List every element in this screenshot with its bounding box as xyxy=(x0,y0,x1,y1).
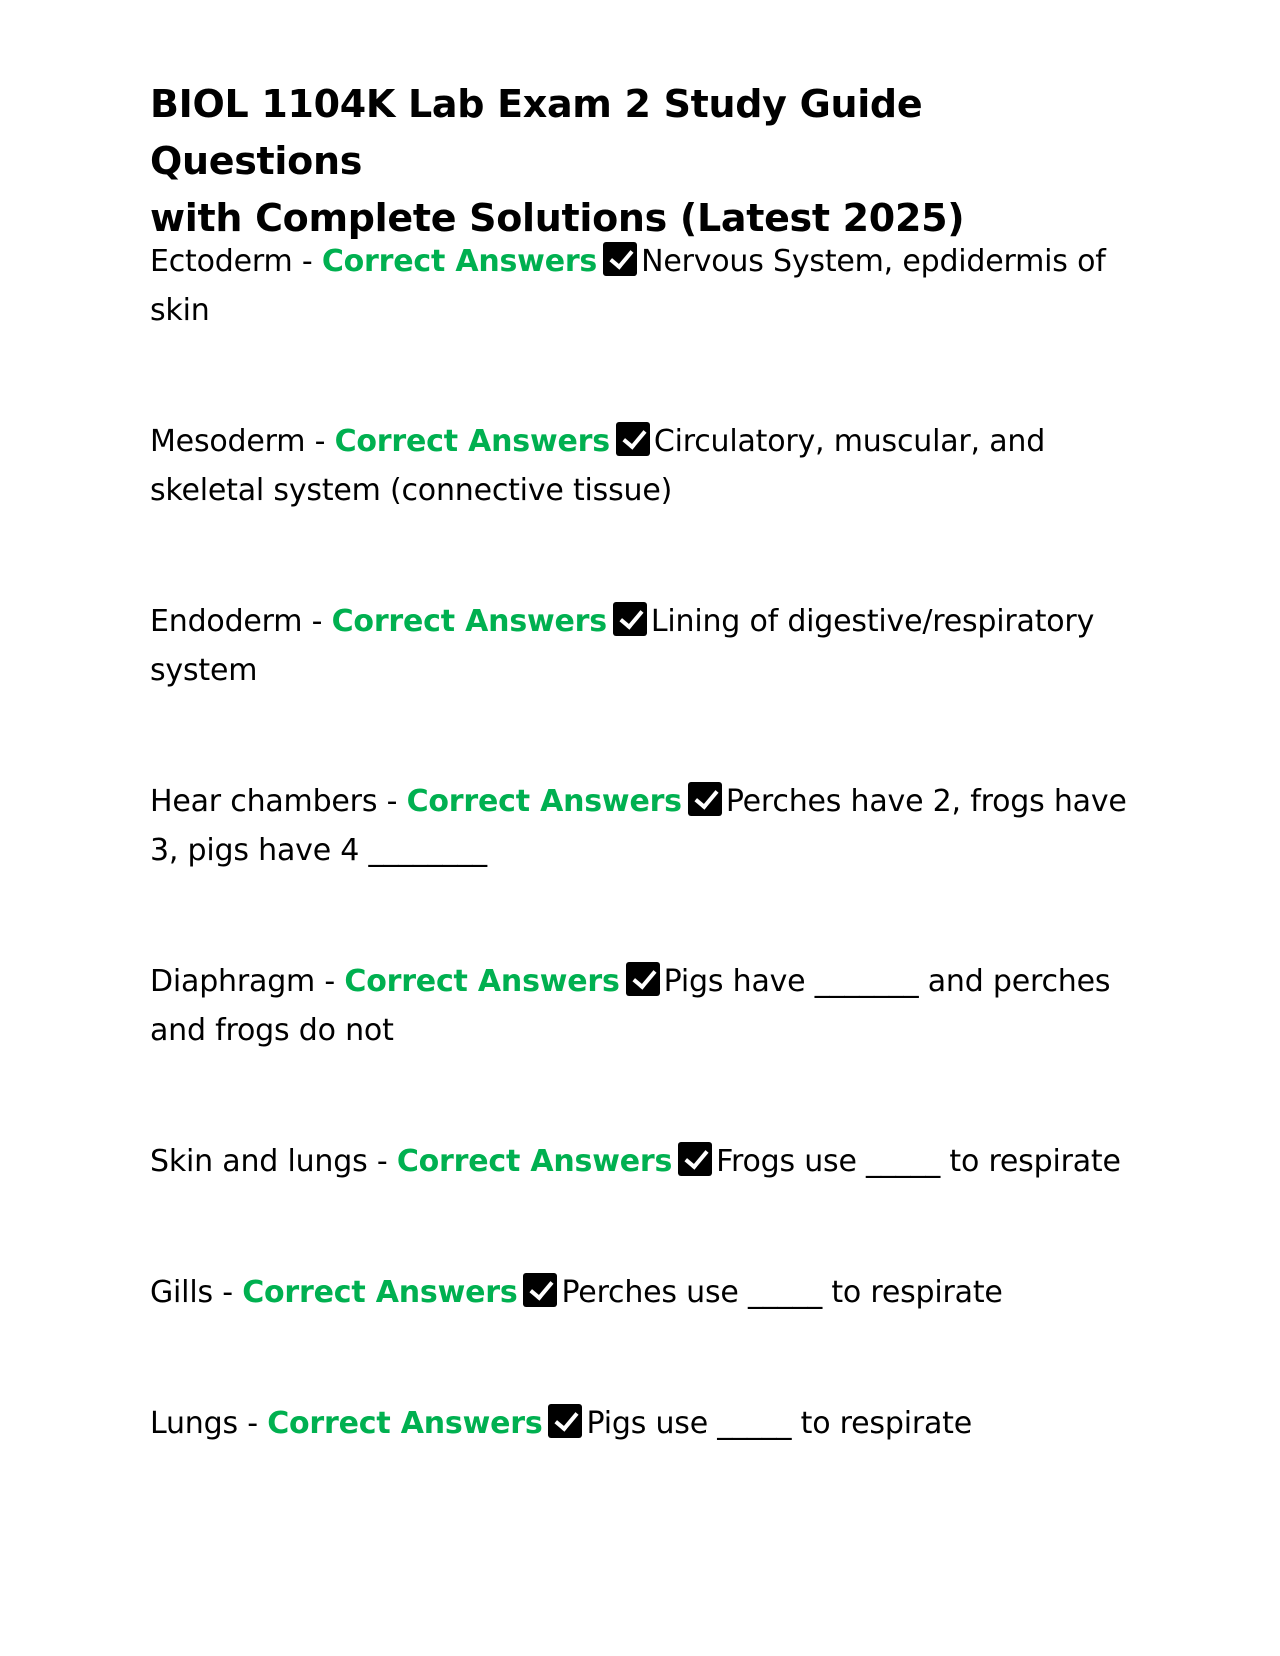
correct-answers-label: Correct Answers xyxy=(334,424,610,459)
entry-separator: - xyxy=(377,784,407,819)
entry-separator: - xyxy=(292,244,322,279)
entry-answer: Frogs use _____ to respirate xyxy=(716,1144,1121,1179)
entry-term: Hear chambers xyxy=(150,784,378,819)
entry-separator: - xyxy=(237,1406,268,1441)
entry-separator: - xyxy=(212,1275,243,1310)
qa-entry-diaphragm xyxy=(150,957,1140,1055)
entry-answer: Circulatory, muscular, and skeletal system (connective tissue) xyxy=(150,424,1046,508)
qa-entry-endoderm xyxy=(150,597,1140,695)
check-mark-icon xyxy=(678,1142,712,1176)
document-page xyxy=(150,76,1140,1448)
check-mark-icon xyxy=(603,242,637,276)
entry-separator: - xyxy=(302,604,332,639)
correct-answers-label: Correct Answers xyxy=(267,1406,543,1441)
check-mark-icon xyxy=(616,422,650,456)
entry-answer: Pigs use _____ to respirate xyxy=(586,1406,972,1441)
check-mark-icon xyxy=(613,602,647,636)
entry-separator: - xyxy=(315,964,345,999)
entry-term: Lungs xyxy=(150,1406,238,1441)
qa-entry-skin-and-lungs xyxy=(150,1137,1140,1186)
check-mark-icon xyxy=(626,962,660,996)
entry-answer: Perches have 2, frogs have 3, pigs have 4 ________ xyxy=(150,784,1127,868)
qa-entry-ectoderm xyxy=(150,237,1140,335)
correct-answers-label: Correct Answers xyxy=(331,604,607,639)
title-line-2: with Complete Solutions (Latest 2025) xyxy=(150,196,965,240)
entry-answer: Lining of digestive/respiratory system xyxy=(150,604,1095,688)
check-mark-icon xyxy=(548,1404,582,1438)
correct-answers-label: Correct Answers xyxy=(396,1144,673,1179)
qa-entry-lungs xyxy=(150,1399,1140,1448)
entry-separator: - xyxy=(305,424,335,459)
entry-term: Endoderm xyxy=(150,604,303,639)
entry-term: Ectoderm xyxy=(150,244,293,279)
qa-entry-mesoderm xyxy=(150,417,1140,515)
entry-answer: Pigs have _______ and perches and frogs do not xyxy=(150,964,1111,1048)
entry-answer: Perches use _____ to respirate xyxy=(561,1275,1003,1310)
title-line-1: BIOL 1104K Lab Exam 2 Study Guide Questions xyxy=(150,82,923,183)
check-mark-icon xyxy=(688,782,722,816)
correct-answers-label: Correct Answers xyxy=(406,784,682,819)
correct-answers-label: Correct Answers xyxy=(242,1275,518,1310)
qa-entry-gills xyxy=(150,1268,1140,1317)
entry-term: Mesoderm xyxy=(150,424,306,459)
correct-answers-label: Correct Answers xyxy=(321,244,598,279)
entry-answer: Nervous System, epdidermis of skin xyxy=(150,244,1106,328)
check-mark-icon xyxy=(523,1273,557,1307)
entry-term: Gills xyxy=(150,1275,213,1310)
qa-entry-heart-chambers xyxy=(150,777,1140,875)
correct-answers-label: Correct Answers xyxy=(344,964,620,999)
entry-separator: - xyxy=(367,1144,397,1179)
entry-term: Skin and lungs xyxy=(150,1144,368,1179)
document-title xyxy=(150,76,1140,247)
entry-term: Diaphragm xyxy=(150,964,316,999)
